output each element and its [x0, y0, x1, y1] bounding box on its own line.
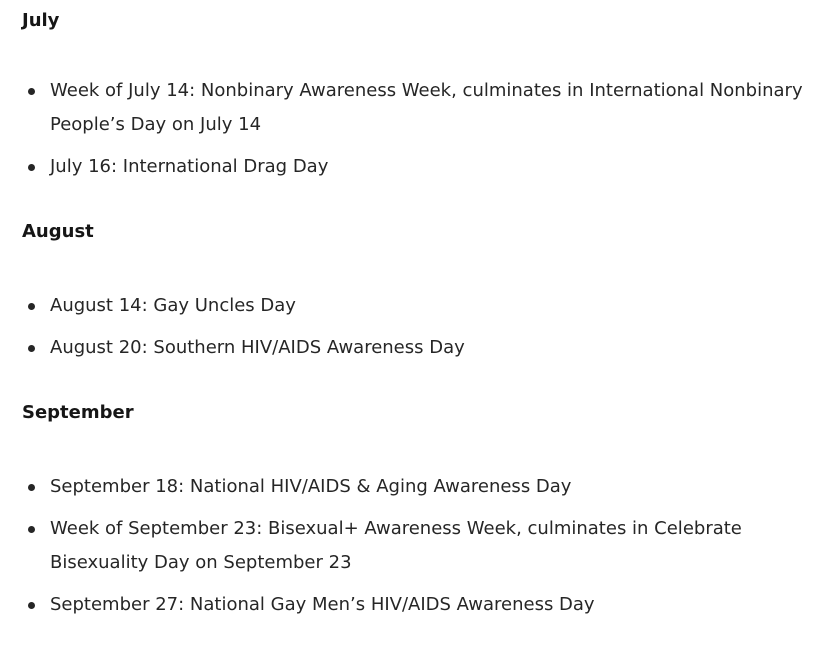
- bullet-icon: [28, 164, 35, 171]
- bullet-icon: [28, 484, 35, 491]
- event-item: [22, 512, 810, 580]
- event-item: [22, 150, 810, 184]
- bullet-icon: [28, 303, 35, 310]
- month-heading: July: [22, 10, 60, 31]
- event-item: [22, 331, 810, 365]
- event-item: [22, 588, 810, 622]
- event-text: Week of September 23: Bisexual+ Awareness Week, culminates in Celebrate Bisexuality Day on September 23: [50, 518, 742, 573]
- event-text: September 27: National Gay Men’s HIV/AIDS Awareness Day: [50, 594, 595, 615]
- event-list: [22, 470, 825, 622]
- bullet-icon: [28, 345, 35, 352]
- event-text: August 20: Southern HIV/AIDS Awareness Day: [50, 337, 465, 358]
- event-list: [22, 74, 825, 184]
- event-item: [22, 74, 810, 142]
- event-text: September 18: National HIV/AIDS & Aging Awareness Day: [50, 476, 572, 497]
- event-text: August 14: Gay Uncles Day: [50, 295, 296, 316]
- event-item: [22, 289, 810, 323]
- bullet-icon: [28, 602, 35, 609]
- month-section-july: [22, 9, 825, 184]
- event-text: Week of July 14: Nonbinary Awareness Week, culminates in International Nonbinary People’s Day on July 14: [50, 80, 803, 135]
- bullet-icon: [28, 526, 35, 533]
- bullet-icon: [28, 88, 35, 95]
- month-heading: September: [22, 402, 134, 423]
- month-section-august: [22, 220, 825, 365]
- event-text: July 16: International Drag Day: [50, 156, 329, 177]
- event-list: [22, 289, 825, 365]
- month-heading: August: [22, 221, 94, 242]
- month-section-september: [22, 401, 825, 622]
- event-item: [22, 470, 810, 504]
